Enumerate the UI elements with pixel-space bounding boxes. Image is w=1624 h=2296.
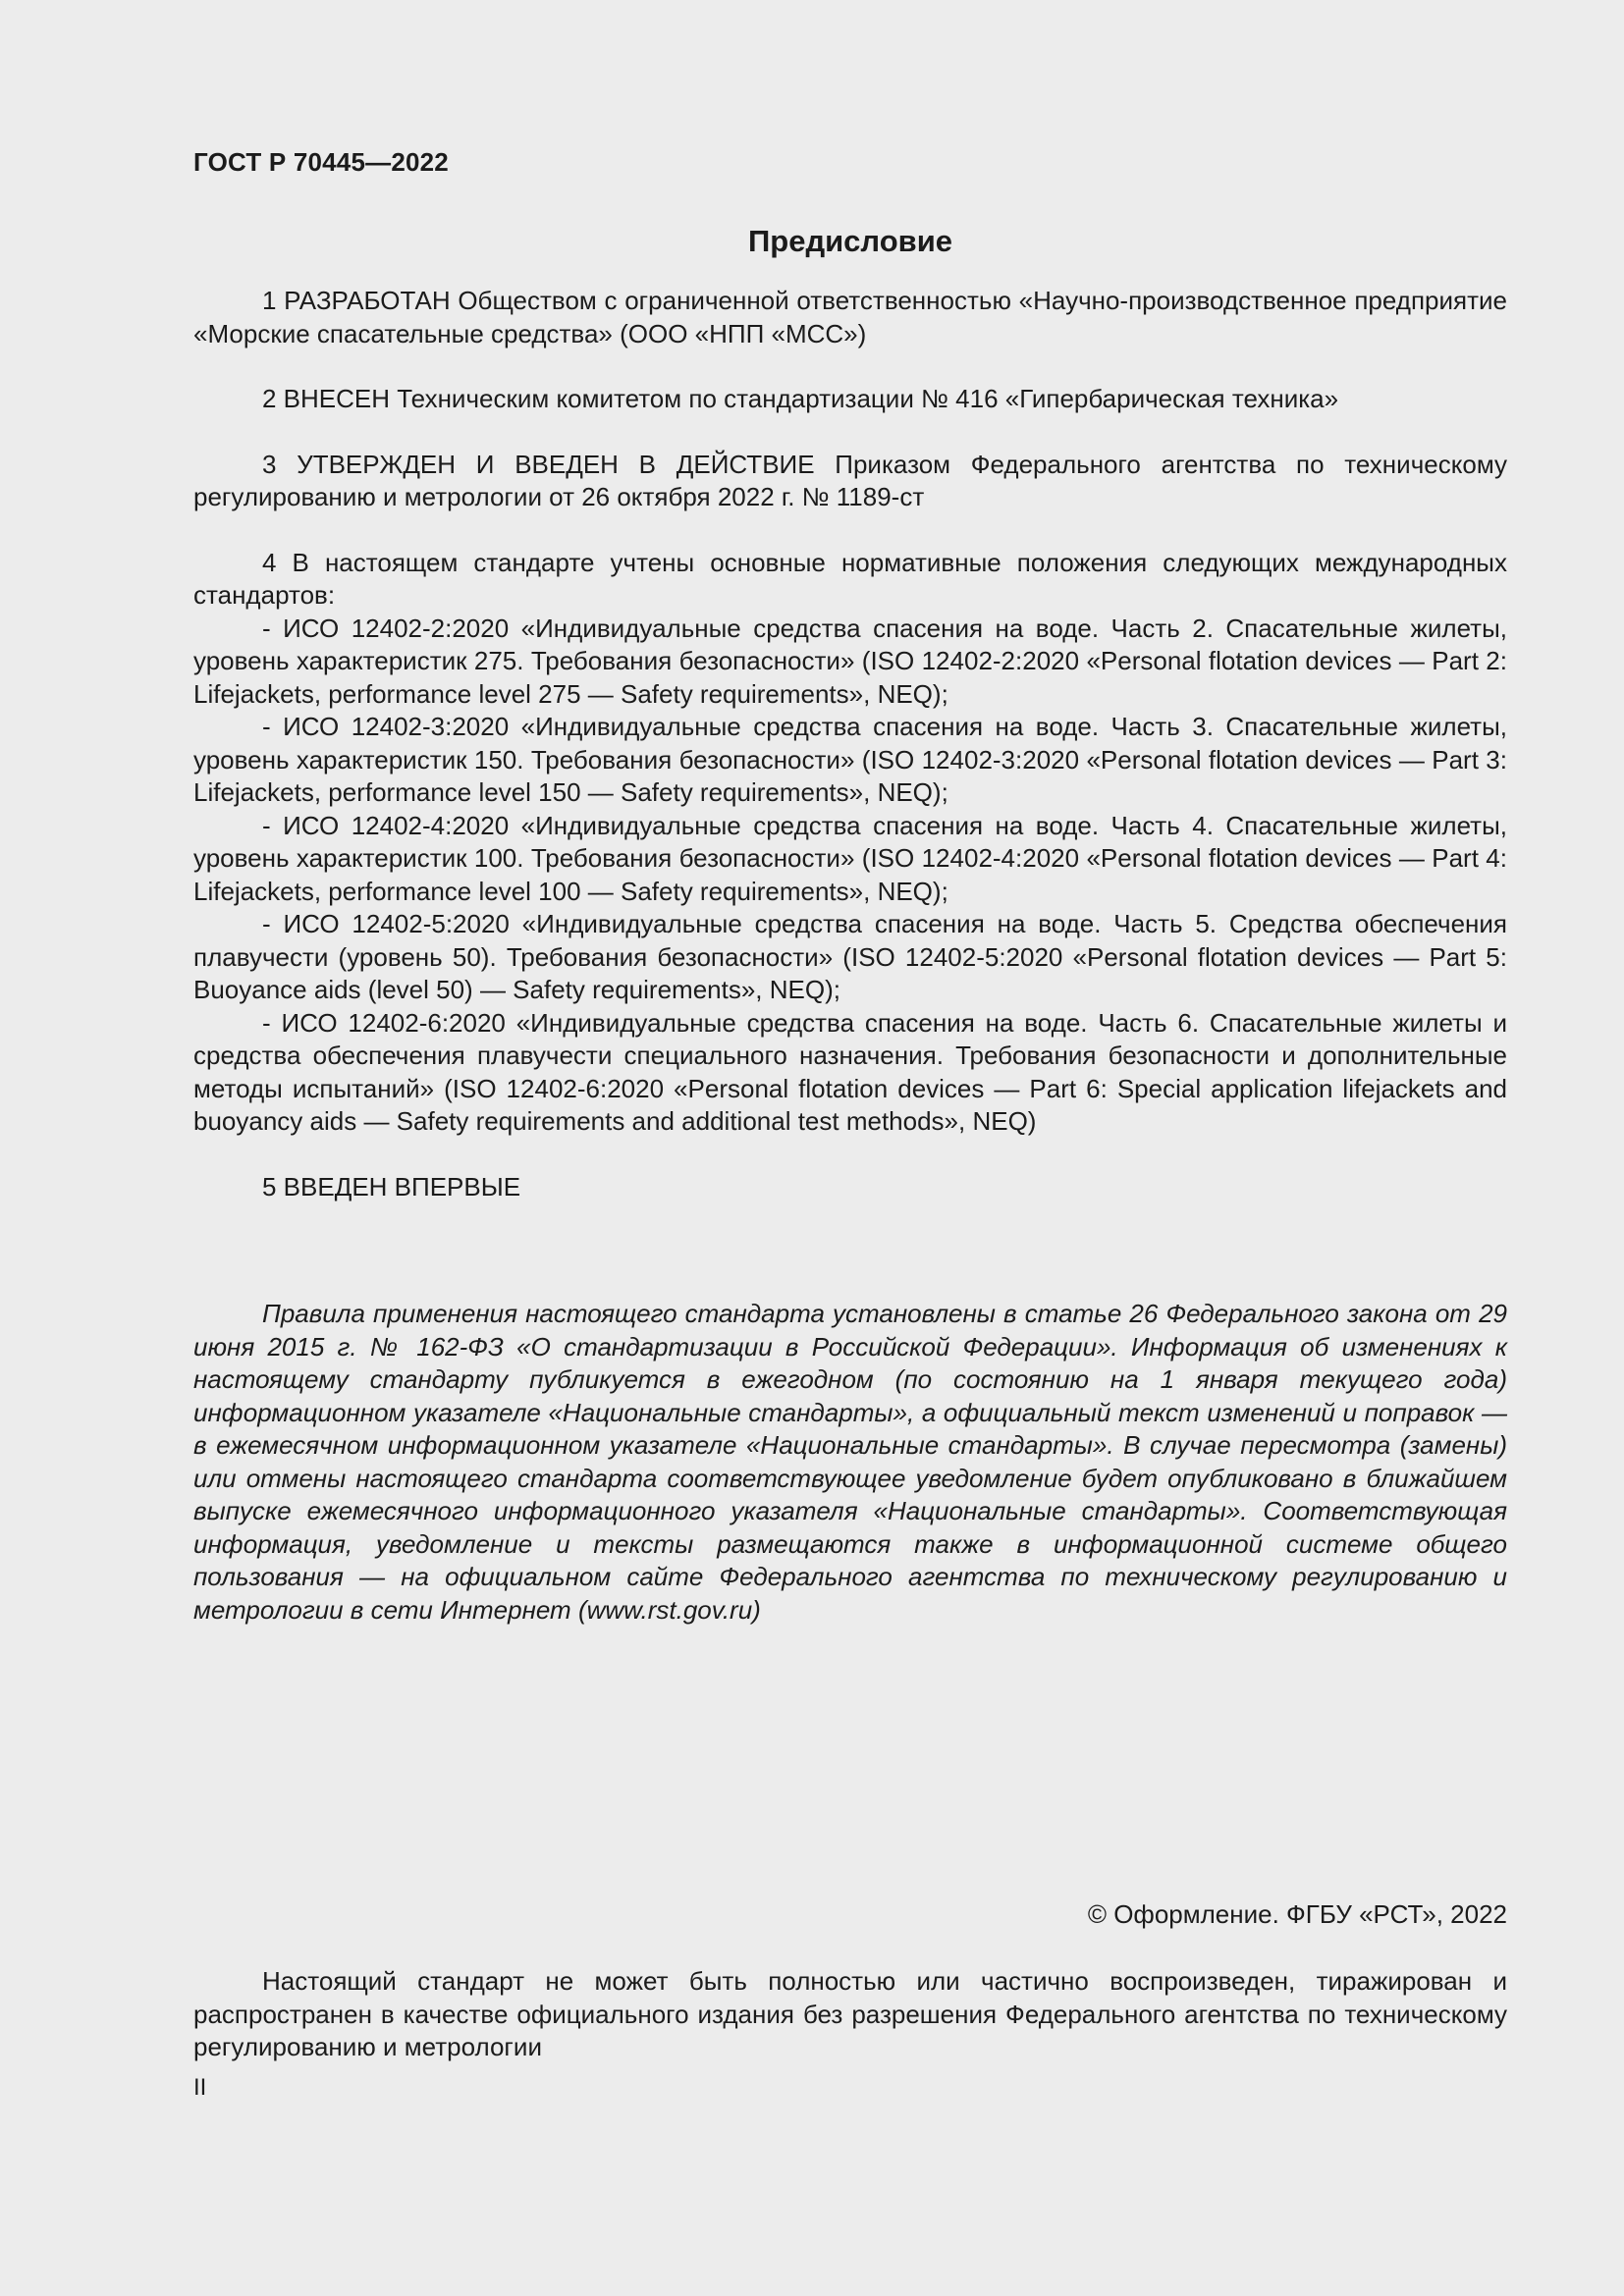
spacer <box>193 1139 1507 1171</box>
section-4-intro: 4 В настоящем стандарте учтены основные нормативные положения следующих международных стандартов: <box>193 547 1507 610</box>
rules-notice: Правила применения настоящего стандарта установлены в статье 26 Федерального закона от 29 июня 2015 г. № 162-ФЗ «О стандартизации в Российской Федерации». Информация об изменениях к настоящему стандарту публикуется в ежегодном (по состоянию на 1 января текущего года) информационном указателе «Национальные стандарты», а официальный текст изменений и поправок — в ежемесячном информационном указателе «Национальные стандарты». В случае пересмотра (замены) или отмены настоящего стандарта соответствующее уведомление будет опубликовано в ближайшем выпуске ежемесячного информационного указателя «Национальные стандарты». Соответствующая информация, уведомление и тексты размещаются также в информационной системе общего пользования — на официальном сайте Федерального агентства по техническому регулированию и метрологии в сети Интернет (www.rst.gov.ru) <box>193 1299 1507 1625</box>
foreword-content <box>193 285 1507 1203</box>
section-5: 5 ВВЕДЕН ВПЕРВЫЕ <box>262 1171 521 1201</box>
standard-list-item: - ИСО 12402-3:2020 «Индивидуальные средства спасения на воде. Часть 3. Спасательные жилеты, уровень характеристик 150. Требования безопасности» (ISO 12402-3:2020 «Personal flotation devices — Part 3: Lifejackets, performance level 150 — Safety requirements», NEQ); <box>193 712 1507 807</box>
standard-list-item: - ИСО 12402-6:2020 «Индивидуальные средства спасения на воде. Часть 6. Спасательные жилеты и средства обеспечения плавучести специального назначения. Требования безопасности и дополнительные методы испытаний» (ISO 12402-6:2020 «Personal flotation devices — Part 6: Special application lifejackets and buoyancy aids — Safety requirements and additional test methods», NEQ) <box>193 1007 1507 1136</box>
section-1: 1 РАЗРАБОТАН Обществом с ограниченной ответственностью «Научно-производственное предприятие «Морские спасательные средства» (ООО «НПП «МСС») <box>193 286 1507 348</box>
section-3: 3 УТВЕРЖДЕН И ВВЕДЕН В ДЕЙСТВИЕ Приказом Федерального агентства по техническому регулированию и метрологии от 26 октября 2022 г. № 1189-ст <box>193 449 1507 511</box>
spacer <box>193 350 1507 383</box>
page-number: II <box>193 2074 207 2101</box>
spacer <box>193 514 1507 547</box>
standard-list-item: - ИСО 12402-2:2020 «Индивидуальные средства спасения на воде. Часть 2. Спасательные жилеты, уровень характеристик 275. Требования безопасности» (ISO 12402-2:2020 «Personal flotation devices — Part 2: Lifejackets, performance level 275 — Safety requirements», NEQ); <box>193 613 1507 709</box>
reproduction-notice: Настоящий стандарт не может быть полностью или частично воспроизведен, тиражирован и распространен в качестве официального издания без разрешения Федерального агентства по техническому регулированию и метрологии <box>193 1966 1507 2061</box>
copyright-notice: © Оформление. ФГБУ «РСТ», 2022 <box>1087 1899 1507 1929</box>
standard-header: ГОСТ Р 70445—2022 <box>193 147 449 177</box>
page-title: Предисловие <box>747 224 952 258</box>
spacer <box>193 416 1507 449</box>
standard-list-item: - ИСО 12402-5:2020 «Индивидуальные средства спасения на воде. Часть 5. Средства обеспечения плавучести (уровень 50). Требования безопасности» (ISO 12402-5:2020 «Personal flotation devices — Part 5: Buoyance aids (level 50) — Safety requirements», NEQ); <box>193 909 1507 1004</box>
section-2: 2 ВНЕСЕН Техническим комитетом по стандартизации № 416 «Гипербарическая техника» <box>262 384 1339 413</box>
standard-list-item: - ИСО 12402-4:2020 «Индивидуальные средства спасения на воде. Часть 4. Спасательные жилеты, уровень характеристик 100. Требования безопасности» (ISO 12402-4:2020 «Personal flotation devices — Part 4: Lifejackets, performance level 100 — Safety requirements», NEQ); <box>193 810 1507 906</box>
